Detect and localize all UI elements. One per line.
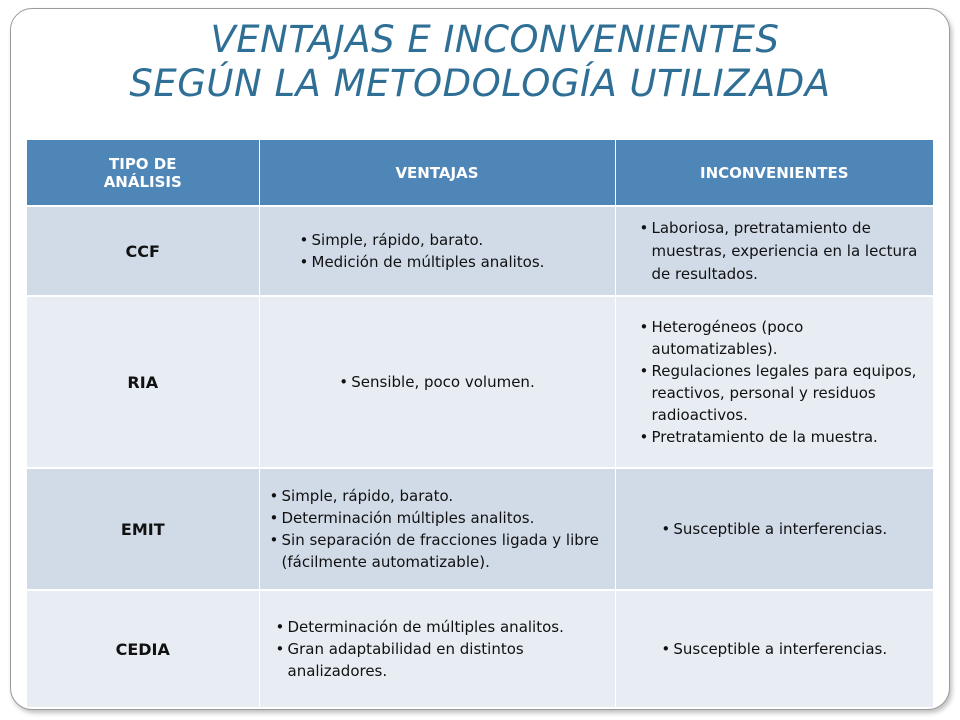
- list-item: • Susceptible a interferencias.: [661, 518, 887, 540]
- inconvenientes-cell: [615, 590, 933, 707]
- list-item: • Pretratamiento de la muestra.: [640, 426, 920, 448]
- analysis-type-cell: CEDIA: [27, 590, 259, 707]
- inconvenientes-cell: [615, 468, 933, 590]
- list-item: • Gran adaptabilidad en distintos analizadores.: [276, 638, 575, 682]
- ventajas-list: [270, 485, 609, 573]
- title-line-1: VENTAJAS E INCONVENIENTES: [210, 18, 780, 61]
- table-header-row: [27, 140, 933, 206]
- inconvenientes-list: [640, 217, 924, 286]
- inconvenientes-list: [640, 316, 920, 448]
- analysis-type-cell: RIA: [27, 296, 259, 468]
- header-inconvenientes: INCONVENIENTES: [615, 140, 933, 206]
- inconvenientes-cell: [615, 296, 933, 468]
- analysis-type-cell: CCF: [27, 206, 259, 296]
- list-item: • Sin separación de fracciones ligada y libre (fácilmente automatizable).: [270, 529, 609, 573]
- ventajas-cell: [259, 296, 615, 468]
- list-item: • Determinación de múltiples analitos.: [276, 616, 575, 638]
- list-item: • Regulaciones legales para equipos, reactivos, personal y residuos radioactivos.: [640, 360, 920, 426]
- header-tipo-analisis: TIPO DE ANÁLISIS: [27, 140, 259, 206]
- table-row: [27, 468, 933, 590]
- ventajas-list: [276, 616, 575, 682]
- ventajas-cell: [259, 590, 615, 707]
- list-item: • Simple, rápido, barato.: [270, 485, 609, 507]
- comparison-table: [27, 140, 933, 707]
- inconvenientes-cell: [615, 206, 933, 296]
- ventajas-list: [339, 371, 534, 393]
- ventajas-cell: [259, 206, 615, 296]
- analysis-type-cell: EMIT: [27, 468, 259, 590]
- ventajas-cell: [259, 468, 615, 590]
- table-row: [27, 296, 933, 468]
- list-item: • Medición de múltiples analitos.: [300, 251, 614, 273]
- title-line-2: SEGÚN LA METODOLOGÍA UTILIZADA: [129, 62, 831, 105]
- list-item: • Heterogéneos (poco automatizables).: [640, 316, 920, 360]
- list-item: • Laboriosa, pretratamiento de muestras, experiencia en la lectura de resultados.: [640, 217, 924, 286]
- list-item: • Sensible, poco volumen.: [339, 371, 534, 393]
- inconvenientes-list: [661, 518, 887, 540]
- table-row: [27, 590, 933, 707]
- list-item: • Simple, rápido, barato.: [300, 229, 614, 251]
- header-ventajas: VENTAJAS: [259, 140, 615, 206]
- inconvenientes-list: [661, 638, 887, 660]
- table-row: [27, 206, 933, 296]
- list-item: • Susceptible a interferencias.: [661, 638, 887, 660]
- slide-title: [0, 18, 960, 106]
- list-item: • Determinación múltiples analitos.: [270, 507, 609, 529]
- ventajas-list: [300, 229, 614, 273]
